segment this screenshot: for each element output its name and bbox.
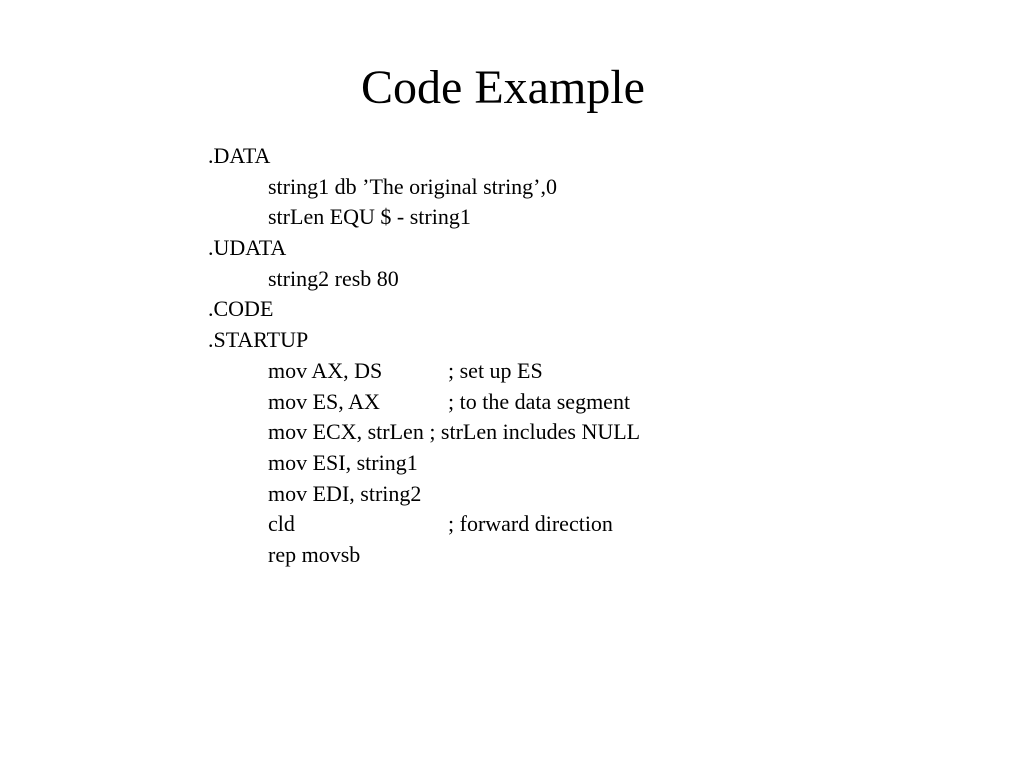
code-line [208,479,908,510]
code-line [208,540,908,571]
code-text: .UDATA [208,235,287,261]
code-line [208,387,908,418]
code-line [208,233,908,264]
code-comment: ; forward direction [448,511,613,537]
code-line [208,448,908,479]
code-listing [208,141,908,571]
code-text: mov AX, DS [268,357,383,383]
code-text: string2 resb 80 [268,265,399,291]
code-comment: ; to the data segment [448,388,631,414]
code-line [208,325,908,356]
code-line [208,264,908,295]
code-text: .DATA [208,143,271,168]
code-text: .STARTUP [208,327,309,353]
code-line [208,141,908,172]
code-line [208,509,908,540]
code-line [208,417,908,448]
code-text: cld [268,511,295,537]
code-text: strLen EQU $ - string1 [268,204,471,230]
code-line [208,294,908,325]
code-text: string1 db ’The original string’,0 [268,173,558,199]
code-line [208,202,908,233]
code-text: mov ECX, strLen ; strLen includes NULL [268,419,641,445]
code-line [208,356,908,387]
code-text: mov ES, AX [268,388,380,414]
code-text: .CODE [208,296,274,322]
code-text: rep movsb [268,541,361,567]
code-text: mov ESI, string1 [268,449,418,475]
code-comment: ; set up ES [448,357,543,383]
code-text: mov EDI, string2 [268,480,422,506]
code-line [208,172,908,203]
slide-title: Code Example [361,61,645,114]
